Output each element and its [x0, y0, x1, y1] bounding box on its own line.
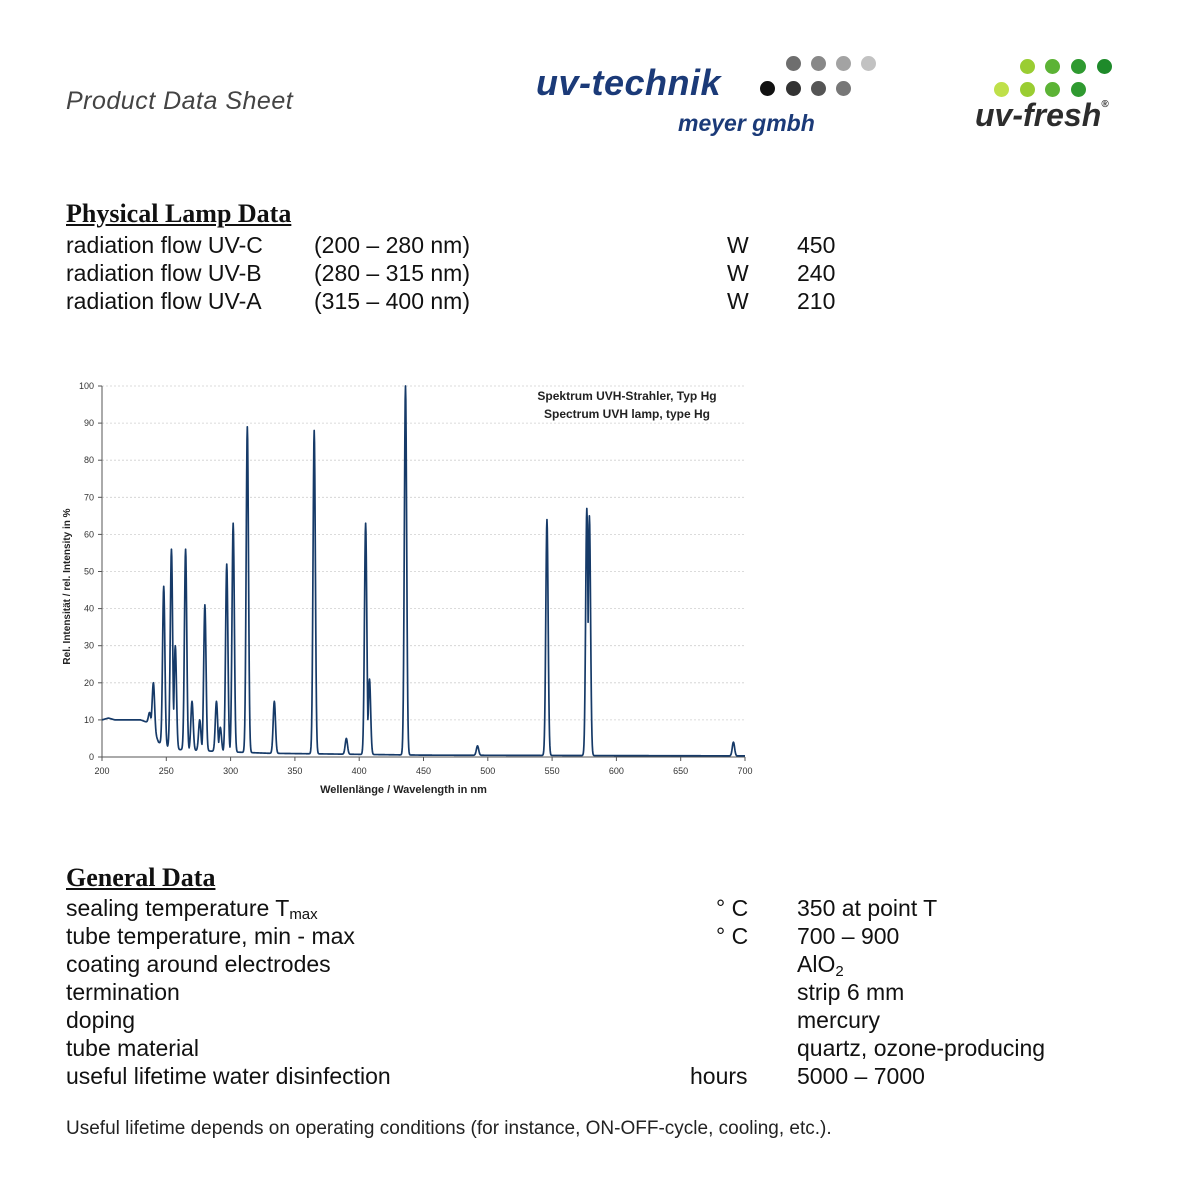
peak-point — [149, 712, 150, 713]
peak-point — [163, 586, 164, 587]
peak-point — [589, 515, 590, 516]
y-tick-label: 10 — [83, 714, 94, 725]
section-title-general: General Data — [66, 863, 216, 892]
brand-logo-uv-technik: uv-technik — [536, 62, 722, 103]
logo-dot — [1071, 82, 1086, 97]
table-row-value: AlO2 — [797, 951, 844, 980]
peak-point — [216, 701, 217, 702]
footnote: Useful lifetime depends on operating conditions (for instance, ON-OFF-cycle, cooling, etc.). — [66, 1118, 832, 1139]
table-row-value: 210 — [797, 288, 836, 314]
peak-point — [226, 563, 227, 564]
table-row-label: doping — [66, 1007, 136, 1033]
y-tick-label: 90 — [83, 418, 94, 429]
table-row-label: tube temperature, min - max — [66, 923, 355, 949]
peak-point — [191, 701, 192, 702]
table-row-label: radiation flow UV-B — [66, 260, 262, 286]
peak-point — [369, 678, 370, 679]
peak-point — [233, 523, 234, 524]
logo-dot — [811, 56, 826, 71]
x-tick-label: 500 — [480, 766, 496, 776]
peak-point — [220, 727, 221, 728]
chart-subtitle: Spectrum UVH lamp, type Hg — [543, 407, 711, 421]
peak-point — [733, 742, 734, 743]
peak-point — [185, 549, 186, 550]
x-tick-label: 250 — [158, 766, 174, 776]
table-row-label: termination — [66, 979, 180, 1005]
spectrum-chart — [40, 370, 780, 810]
y-axis-label: Rel. Intensität / rel. Intensity in % — [62, 508, 73, 665]
peak-point — [346, 738, 347, 739]
table-row-label: sealing temperature $T_{max}$ — [66, 895, 318, 923]
table-row-value: 240 — [797, 260, 836, 286]
table-row-value: 700 – 900 — [797, 923, 900, 949]
x-tick-label: 350 — [287, 766, 303, 776]
peak-point — [199, 719, 200, 720]
peak-point — [314, 430, 315, 431]
peak-point — [546, 519, 547, 520]
table-row-label: radiation flow UV-A — [66, 288, 262, 314]
table-row-unit: W — [727, 232, 749, 258]
x-tick-label: 550 — [544, 766, 560, 776]
chart-title: Spektrum UVH-Strahler, Typ Hg — [537, 389, 717, 403]
table-row-range: (280 – 315 nm) — [314, 260, 470, 286]
x-tick-label: 450 — [415, 766, 432, 776]
logo-dot — [760, 81, 775, 96]
table-row-value: 450 — [797, 232, 836, 258]
y-tick-label: 70 — [83, 492, 94, 503]
logo-dot — [861, 56, 876, 71]
section-title-physical: Physical Lamp Data — [66, 199, 292, 228]
x-axis-label: Wellenlänge / Wavelength in nm — [320, 784, 487, 796]
table-row-range: (315 – 400 nm) — [314, 288, 470, 314]
y-tick-label: 40 — [83, 603, 94, 614]
x-tick-label: 700 — [737, 766, 753, 776]
table-row-unit: ° C — [716, 895, 749, 921]
spectrum-line — [102, 386, 745, 756]
document-title: Product Data Sheet — [66, 87, 294, 115]
logo-dot — [786, 56, 801, 71]
table-row-unit: hours — [690, 1063, 748, 1089]
logo-dot — [836, 81, 851, 96]
peak-point — [175, 645, 176, 646]
y-tick-label: 100 — [78, 381, 94, 391]
table-row-value: quartz, ozone-producing — [797, 1035, 1046, 1061]
logo-dot — [786, 81, 801, 96]
x-tick-label: 200 — [94, 766, 110, 776]
peak-point — [405, 385, 406, 386]
logo-dot — [1020, 82, 1035, 97]
peak-point — [204, 604, 205, 605]
table-row-label: useful lifetime water disinfection — [66, 1063, 391, 1089]
table-row-value: mercury — [797, 1007, 881, 1033]
table-row-label: coating around electrodes — [66, 951, 331, 977]
x-tick-label: 650 — [673, 766, 689, 776]
logo-dot — [1045, 82, 1060, 97]
peak-point — [586, 508, 587, 509]
table-row-unit: ° C — [716, 923, 749, 949]
logo-dot — [1097, 59, 1112, 74]
table-row-label: tube material — [66, 1035, 199, 1061]
table-row-range: (200 – 280 nm) — [314, 232, 470, 258]
table-row-unit: W — [727, 260, 749, 286]
table-row-label: radiation flow UV-C — [66, 232, 263, 258]
logo-dot — [1045, 59, 1060, 74]
x-tick-label: 400 — [351, 766, 367, 776]
y-tick-label: 20 — [83, 677, 94, 688]
brand-logo-subtitle: meyer gmbh — [678, 110, 815, 136]
y-tick-label: 60 — [83, 529, 94, 540]
table-row-value: 5000 – 7000 — [797, 1063, 925, 1089]
peak-point — [153, 682, 154, 683]
y-tick-label: 50 — [83, 566, 94, 577]
y-tick-label: 0 — [88, 752, 94, 762]
peak-point — [274, 701, 275, 702]
brand-logo-uv-fresh: uv-fresh® — [975, 97, 1109, 133]
x-tick-label: 600 — [608, 766, 624, 776]
logo-dot — [1071, 59, 1086, 74]
peak-point — [477, 745, 478, 746]
logo-dot — [836, 56, 851, 71]
peak-point — [171, 549, 172, 550]
logo-dot — [994, 82, 1009, 97]
peak-point — [247, 426, 248, 427]
logo-dot — [1020, 59, 1035, 74]
y-tick-label: 30 — [83, 640, 94, 651]
table-row-unit: W — [727, 288, 749, 314]
table-row-value: 350 at point T — [797, 895, 938, 921]
logo-dot — [811, 81, 826, 96]
peak-point — [365, 523, 366, 524]
y-tick-label: 80 — [83, 455, 94, 466]
table-row-value: strip 6 mm — [797, 979, 905, 1005]
x-tick-label: 300 — [223, 766, 239, 776]
